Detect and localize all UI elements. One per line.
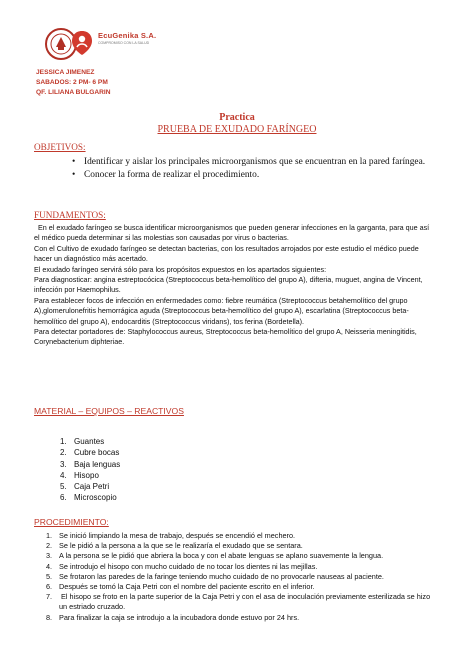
paragraph: En el exudado faríngeo se busca identificar microorganismos que pueden generar infecciones en la garganta, para que así el médico pueda determinar si las molestias son causadas por virus o bacterias. [34, 223, 432, 243]
objetivos-heading: OBJETIVOS: [34, 142, 86, 152]
author-name: JESSICA JIMENEZ [36, 69, 95, 76]
paragraph: El exudado faríngeo servirá sólo para los propósitos expuestos en los apartados siguientes: [34, 264, 327, 274]
list-item: 4. Hisopo [60, 470, 99, 480]
list-item: • Conocer la forma de realizar el procedimiento. [72, 170, 260, 180]
ecugenika-logo-icon [70, 29, 94, 57]
company-logo-text [98, 31, 156, 45]
list-item: 6. Después se tomó la Caja Petri con el nombre del paciente escrito en el inferior. [46, 582, 315, 592]
list-item: 4. Se introdujo el hisopo con mucho cuidado de no tocar los dientes ni las mejillas. [46, 561, 318, 571]
list-item: 5. Se frotaron las paredes de la faringe teniendo mucho cuidado de no provocarle nauseas al paciente. [46, 571, 384, 581]
paragraph: Para establecer focos de infección en enfermedades como: fiebre reumática (Streptococcus betahemolítico del grupo A),glomerulonefritis hemorrágica aguda (Streptococcus beta-hemolítico del grupo A), escarlatina (Streptococcus beta-hemolítico del grupo A), endocarditis (Streptococcus viridans), tos ferina (Bordetella). [34, 295, 409, 326]
material-list [60, 436, 120, 504]
paragraph: Para detectar portadores de: Staphylococcus aureus, Streptococcus beta-hemolítico del grupo A, Neisseria meningitidis, Corynebacterium diphteriae. [34, 327, 417, 347]
list-item: 6. Microscopio [60, 493, 117, 503]
list-item: 2. Se le pidió a la persona a la que se le realizaría el exudado que se sentara. [46, 541, 303, 551]
bullet-icon: • [72, 157, 76, 167]
company-tagline: COMPROMISO CON LA SALUD [98, 41, 150, 45]
procedimiento-heading: PROCEDIMIENTO: [34, 517, 109, 527]
procedimiento-list [46, 531, 440, 623]
schedule: SABADOS: 2 PM- 6 PM [36, 79, 108, 86]
document-meta [36, 68, 110, 98]
paragraph: Con el Cultivo de exudado faríngeo se detectan bacterias, con los resultados arrojados por este estudio el médico puede hacer un diagnóstico más acertado. [34, 243, 419, 264]
list-item: 7. El hisopo se froto en la parte superior de la Caja Petri y con el asa de inoculación previamente esterilizada se hizo un estriado cruzado. [46, 592, 433, 612]
professor-name: QF. LILIANA BULGARIN [36, 89, 111, 96]
list-item: 1. Guantes [60, 437, 105, 446]
objetivos-list [72, 156, 452, 182]
bullet-icon: • [72, 170, 76, 180]
list-item: 1. Se inició limpiando la mesa de trabajo, después se encendió el mechero. [46, 531, 296, 540]
company-name: EcuGenika S.A. [98, 31, 157, 40]
document-title: Practica [219, 112, 255, 123]
list-item: • Identificar y aislar los principales microorganismos que se encuentran en la pared faríngea. [72, 157, 426, 167]
list-item: 3. Baja lenguas [60, 459, 121, 469]
fundamentos-heading: FUNDAMENTOS: [34, 210, 106, 220]
list-item: 2. Cubre bocas [60, 448, 120, 458]
fundamentos-body [34, 223, 434, 348]
list-item: 5. Caja Petri [60, 482, 110, 492]
document-subtitle: PRUEBA DE EXUDADO FARÍNGEO [157, 124, 317, 135]
paragraph: Para diagnosticar: angina estreptocócica (Streptococcus beta-hemolítico del grupo A), difteria, muguet, angina de Vincent, infección por Haemophilus. [34, 275, 423, 295]
material-heading: MATERIAL – EQUIPOS – REACTIVOS [34, 406, 184, 416]
list-item: 3. A la persona se le pidió que abriera la boca y con el abate lenguas se aplano suavemente la lengua. [46, 551, 384, 561]
list-item: 8. Para finalizar la caja se introdujo a la incubadora donde estuvo por 24 hrs. [46, 612, 300, 622]
